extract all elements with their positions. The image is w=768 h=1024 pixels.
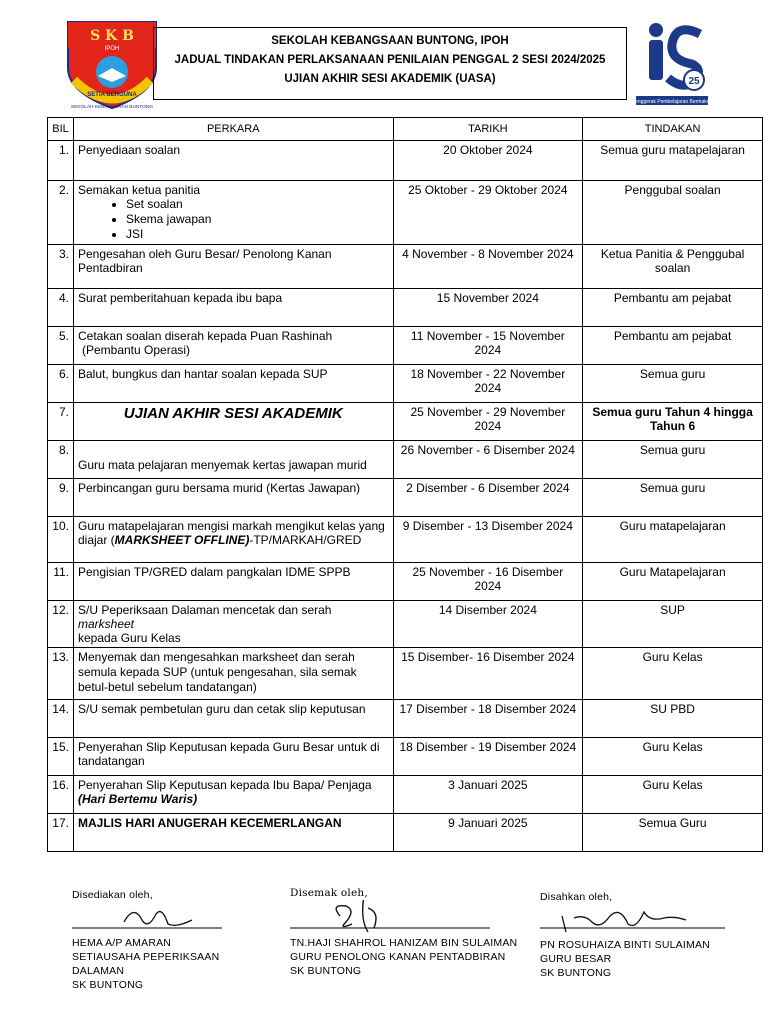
schedule-table bbox=[47, 117, 763, 852]
row-perkara-text: Penyerahan Slip Keputusan kepada Ibu Bapa/ Penjaga bbox=[77, 778, 372, 792]
perkara-prefix: diajar ( bbox=[77, 533, 115, 547]
row-perkara: Pengesahan oleh Guru Besar/ Penolong Kanan Pentadbiran bbox=[73, 245, 393, 289]
signatory-org: SK BUNTONG bbox=[540, 967, 612, 979]
svg-text:SETIA BERGUNA: SETIA BERGUNA bbox=[87, 92, 137, 98]
table-row bbox=[48, 517, 763, 563]
school-crest-logo bbox=[64, 18, 160, 114]
row-perkara bbox=[73, 776, 393, 814]
row-perkara: S/U semak pembetulan guru dan cetak slip keputusan bbox=[73, 700, 393, 738]
row-perkara: Perbincangan guru bersama murid (Kertas Jawapan) bbox=[73, 479, 393, 517]
table-row bbox=[48, 245, 763, 289]
row-perkara-line2 bbox=[78, 533, 389, 547]
perkara-main: S/U Peperiksaan Dalaman mencetak dan serah bbox=[77, 603, 332, 617]
signatory-role: GURU BESAR bbox=[540, 953, 612, 965]
row-tindakan: Semua guru bbox=[583, 365, 763, 403]
row-tindakan: Semua Guru bbox=[583, 814, 763, 852]
document-title-box bbox=[153, 27, 627, 100]
row-perkara-text: Guru matapelajaran mengisi markah mengikut kelas yang bbox=[77, 519, 385, 533]
table-row bbox=[48, 814, 763, 852]
row-tindakan: Penggubal soalan bbox=[583, 181, 763, 245]
row-tindakan: SU PBD bbox=[583, 700, 763, 738]
row-tarikh: 25 Oktober - 29 Oktober 2024 bbox=[393, 181, 583, 245]
row-perkara: Balut, bungkus dan hantar soalan kepada SUP bbox=[73, 365, 393, 403]
svg-text:Penggerak Pembelajaran Bermakn: Penggerak Pembelajaran Bermakna bbox=[632, 99, 712, 105]
table-row bbox=[48, 289, 763, 327]
transformation-logo bbox=[632, 14, 712, 110]
row-tindakan: Guru Kelas bbox=[583, 648, 763, 700]
header-bil: BIL bbox=[48, 118, 74, 141]
svg-text:IPOH: IPOH bbox=[104, 46, 120, 52]
row-bil: 6. bbox=[48, 365, 74, 403]
schedule-title: JADUAL TINDAKAN PERLAKSANAAN PENILAIAN PENGGAL 2 SESI 2024/2025 bbox=[174, 54, 606, 66]
row-bil: 16. bbox=[48, 776, 74, 814]
row-perkara: Surat pemberitahuan kepada ibu bapa bbox=[73, 289, 393, 327]
signatory-role: SETIAUSAHA PEPERIKSAAN DALAMAN bbox=[72, 951, 220, 977]
row-perkara-text bbox=[78, 603, 389, 631]
row-tindakan: Ketua Panitia & Penggubal soalan bbox=[583, 245, 763, 289]
handwritten-signature bbox=[540, 904, 740, 934]
document-header bbox=[0, 0, 768, 115]
row-tindakan: Pembantu am pejabat bbox=[583, 289, 763, 327]
row-tindakan: Semua guru matapelajaran bbox=[583, 141, 763, 181]
signature-label: Disahkan oleh, bbox=[540, 891, 613, 903]
row-bil: 12. bbox=[48, 601, 74, 648]
row-perkara: Menyemak dan mengesahkan marksheet dan serah semula kepada SUP (untuk pengesahan, sila semak betul-betul sebelum tandatangan) bbox=[73, 648, 393, 700]
row-bil: 1. bbox=[48, 141, 74, 181]
table-row bbox=[48, 365, 763, 403]
row-bil: 2. bbox=[48, 181, 74, 245]
row-tindakan: Guru Matapelajaran bbox=[583, 563, 763, 601]
row-tarikh: 3 Januari 2025 bbox=[393, 776, 583, 814]
row-perkara bbox=[73, 601, 393, 648]
row-perkara: Guru mata pelajaran menyemak kertas jawapan murid bbox=[73, 441, 393, 479]
row-bil: 17. bbox=[48, 814, 74, 852]
row-bil: 7. bbox=[48, 403, 74, 441]
school-name: SEKOLAH KEBANGSAAN BUNTONG, IPOH bbox=[271, 35, 509, 47]
table-row bbox=[48, 327, 763, 365]
row-perkara: Penyediaan soalan bbox=[73, 141, 393, 181]
header-tindakan: TINDAKAN bbox=[583, 118, 763, 141]
signatory-name: PN ROSUHAIZA BINTI SULAIMAN bbox=[540, 939, 710, 951]
row-tarikh: 15 Disember- 16 Disember 2024 bbox=[393, 648, 583, 700]
marksheet-offline-label: MARKSHEET OFFLINE) bbox=[114, 533, 250, 547]
row-perkara-note: (Pembantu Operasi) bbox=[81, 343, 191, 357]
row-tarikh: 14 Disember 2024 bbox=[393, 601, 583, 648]
row-perkara: Pengisian TP/GRED dalam pangkalan IDME SPPB bbox=[73, 563, 393, 601]
row-tindakan: Semua guru bbox=[583, 479, 763, 517]
row-tarikh: 2 Disember - 6 Disember 2024 bbox=[393, 479, 583, 517]
svg-text:S K B: S K B bbox=[90, 28, 134, 44]
row-perkara: Penyerahan Slip Keputusan kepada Guru Besar untuk di tandatangan bbox=[73, 738, 393, 776]
signature-block-checked bbox=[290, 886, 520, 978]
row-tarikh: 9 Disember - 13 Disember 2024 bbox=[393, 517, 583, 563]
row-bil: 8. bbox=[48, 441, 74, 479]
row-bil: 10. bbox=[48, 517, 74, 563]
row-bil: 14. bbox=[48, 700, 74, 738]
row-tarikh: 11 November - 15 November 2024 bbox=[393, 327, 583, 365]
signature-block-prepared bbox=[72, 888, 262, 992]
perkara-suffix: -TP/MARKAH/GRED bbox=[249, 533, 362, 547]
row-tarikh: 4 November - 8 November 2024 bbox=[393, 245, 583, 289]
row-perkara bbox=[73, 181, 393, 245]
row-perkara bbox=[73, 327, 393, 365]
row-perkara: MAJLIS HARI ANUGERAH KECEMERLANGAN bbox=[73, 814, 393, 852]
signatory-org: SK BUNTONG bbox=[290, 965, 362, 977]
marksheet-word: marksheet bbox=[77, 617, 135, 631]
table-row bbox=[48, 563, 763, 601]
row-tarikh: 26 November - 6 Disember 2024 bbox=[393, 441, 583, 479]
row-tarikh: 25 November - 29 November 2024 bbox=[393, 403, 583, 441]
row-bil: 13. bbox=[48, 648, 74, 700]
row-perkara-text: Cetakan soalan diserah kepada Puan Rashinah bbox=[77, 329, 333, 343]
table-row bbox=[48, 141, 763, 181]
row-tindakan: Guru Kelas bbox=[583, 738, 763, 776]
list-item: • Set soalan bbox=[126, 197, 389, 212]
signatory-name: HEMA A/P AMARAN bbox=[72, 937, 172, 949]
table-row bbox=[48, 700, 763, 738]
list-item: • JSI bbox=[126, 227, 389, 242]
signature-label: Disemak oleh, bbox=[290, 887, 368, 899]
row-tindakan: SUP bbox=[583, 601, 763, 648]
svg-text:SEKOLAH KEBANGSAAN BUNTONG: SEKOLAH KEBANGSAAN BUNTONG bbox=[70, 105, 154, 110]
exam-title: UJIAN AKHIR SESI AKADEMIK (UASA) bbox=[284, 73, 496, 85]
header-tarikh: TARIKH bbox=[393, 118, 583, 141]
row-bil: 5. bbox=[48, 327, 74, 365]
row-perkara-note: (Hari Bertemu Waris) bbox=[77, 792, 198, 806]
table-row bbox=[48, 181, 763, 245]
signatory-name: TN.HAJI SHAHROL HANIZAM BIN SULAIMAN bbox=[290, 937, 518, 949]
row-bil: 9. bbox=[48, 479, 74, 517]
exam-period-label: UJIAN AKHIR SESI AKADEMIK bbox=[73, 403, 393, 441]
row-tarikh: 17 Disember - 18 Disember 2024 bbox=[393, 700, 583, 738]
table-row bbox=[48, 479, 763, 517]
row-tarikh: 9 Januari 2025 bbox=[393, 814, 583, 852]
row-tindakan: Pembantu am pejabat bbox=[583, 327, 763, 365]
row-tindakan: Guru Kelas bbox=[583, 776, 763, 814]
row-perkara-line2: kepada Guru Kelas bbox=[77, 631, 181, 645]
table-row bbox=[48, 441, 763, 479]
table-row bbox=[48, 648, 763, 700]
table-header-row bbox=[48, 118, 763, 141]
row-perkara bbox=[73, 517, 393, 563]
row-tarikh: 20 Oktober 2024 bbox=[393, 141, 583, 181]
row-tindakan: Semua guru Tahun 4 hingga Tahun 6 bbox=[583, 403, 763, 441]
handwritten-signature bbox=[72, 902, 262, 932]
table-row bbox=[48, 776, 763, 814]
row-tarikh: 18 November - 22 November 2024 bbox=[393, 365, 583, 403]
row-tarikh: 15 November 2024 bbox=[393, 289, 583, 327]
row-tindakan: Semua guru bbox=[583, 441, 763, 479]
row-bil: 11. bbox=[48, 563, 74, 601]
row-bil: 3. bbox=[48, 245, 74, 289]
row-bil: 4. bbox=[48, 289, 74, 327]
table-row bbox=[48, 601, 763, 648]
table-row bbox=[48, 403, 763, 441]
signature-label: Disediakan oleh, bbox=[72, 889, 153, 901]
row-tarikh: 18 Disember - 19 Disember 2024 bbox=[393, 738, 583, 776]
row-perkara-text: Semakan ketua panitia bbox=[77, 183, 201, 197]
signature-block-approved bbox=[540, 890, 740, 980]
handwritten-signature bbox=[290, 900, 520, 932]
row-bil: 15. bbox=[48, 738, 74, 776]
signatory-role: GURU PENOLONG KANAN PENTADBIRAN bbox=[290, 951, 506, 963]
signatory-org: SK BUNTONG bbox=[72, 979, 144, 991]
header-perkara: PERKARA bbox=[73, 118, 393, 141]
list-item: • Skema jawapan bbox=[126, 212, 389, 227]
row-tindakan: Guru matapelajaran bbox=[583, 517, 763, 563]
row-tarikh: 25 November - 16 Disember 2024 bbox=[393, 563, 583, 601]
checklist bbox=[78, 197, 389, 242]
table-row bbox=[48, 738, 763, 776]
svg-text:25: 25 bbox=[688, 76, 700, 87]
